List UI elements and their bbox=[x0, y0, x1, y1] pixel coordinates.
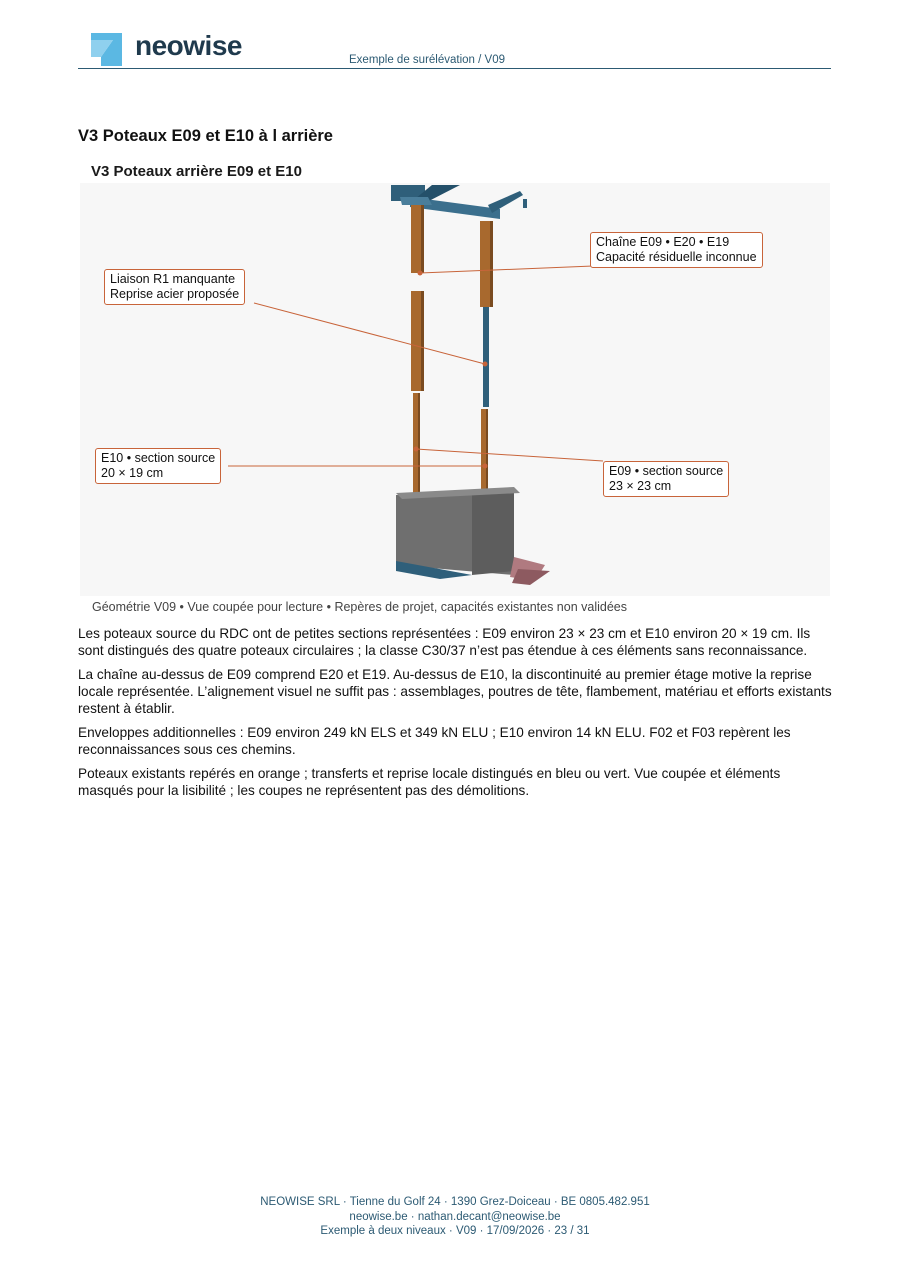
paragraph-3: Enveloppes additionnelles : E09 environ 249 kN ELS et 349 kN ELU ; E10 environ 14 kN ELU. F02 et F03 repèrent les reconnaissances sous ces chemins. bbox=[78, 725, 791, 757]
footer-company: NEOWISE SRL · Tienne du Golf 24 · 1390 Grez-Doiceau · BE 0805.482.951 bbox=[260, 1196, 650, 1208]
callout-missing-link-line2: Reprise acier proposée bbox=[110, 287, 240, 301]
logo-wordmark: neowise bbox=[135, 30, 242, 61]
callout-e09-section bbox=[603, 461, 729, 497]
callout-chain-line1: Chaîne E09 • E20 • E19 bbox=[596, 235, 730, 249]
callout-chain-line2: Capacité résiduelle inconnue bbox=[596, 250, 757, 264]
callout-e09-line1: E09 • section source bbox=[609, 464, 724, 478]
callout-e10-section bbox=[95, 448, 221, 484]
header-divider bbox=[78, 68, 831, 69]
callout-e10-line2: 20 × 19 cm bbox=[101, 466, 164, 480]
structure-figure bbox=[80, 183, 830, 596]
callout-markers bbox=[414, 271, 488, 469]
paragraph-1: Les poteaux source du RDC ont de petites sections représentées : E09 environ 23 × 23 cm et E10 environ 20 × 19 cm. Ils sont distingués des quatre poteaux circulaires ; la classe C30/37 n’est pas étendue à ces éléments sans reconnaissance. bbox=[78, 626, 811, 658]
figure-title: V3 Poteaux arrière E09 et E10 bbox=[91, 163, 302, 180]
foundation-block bbox=[396, 487, 550, 585]
figure-caption: Géométrie V09 • Vue coupée pour lecture • Repères de projet, capacités existantes non validées bbox=[92, 600, 627, 614]
footer-page-info: Exemple à deux niveaux · V09 · 17/09/2026 · 23 / 31 bbox=[320, 1225, 590, 1237]
callout-missing-link bbox=[104, 269, 245, 305]
column-e09 bbox=[480, 221, 493, 519]
callout-chain bbox=[590, 232, 763, 268]
page-footer bbox=[0, 1195, 910, 1239]
paragraph-2: La chaîne au-dessus de E09 comprend E20 et E19. Au-dessus de E10, la discontinuité au premier étage motive la reprise locale représentée. L’alignement visuel ne suffit pas : assemblages, poutres de tête, flambement, matériau et efforts existants restent à établir. bbox=[78, 667, 832, 716]
neowise-logo-icon bbox=[91, 33, 122, 66]
callout-missing-link-line1: Liaison R1 manquante bbox=[110, 272, 236, 286]
footer-contact: neowise.be · nathan.decant@neowise.be bbox=[349, 1210, 561, 1223]
paragraph-4: Poteaux existants repérés en orange ; transferts et reprise locale distingués en bleu ou vert. Vue coupée et éléments masqués pour la lisibilité ; les coupes ne représentent pas des démolitions. bbox=[78, 766, 781, 798]
body-text bbox=[78, 625, 833, 806]
section-title: V3 Poteaux E09 et E10 à l arrière bbox=[78, 127, 333, 145]
callout-e09-line2: 23 × 23 cm bbox=[609, 479, 672, 493]
document-reference: Exemple de surélévation / V09 bbox=[349, 54, 505, 66]
callout-e10-line1: E10 • section source bbox=[101, 451, 216, 465]
